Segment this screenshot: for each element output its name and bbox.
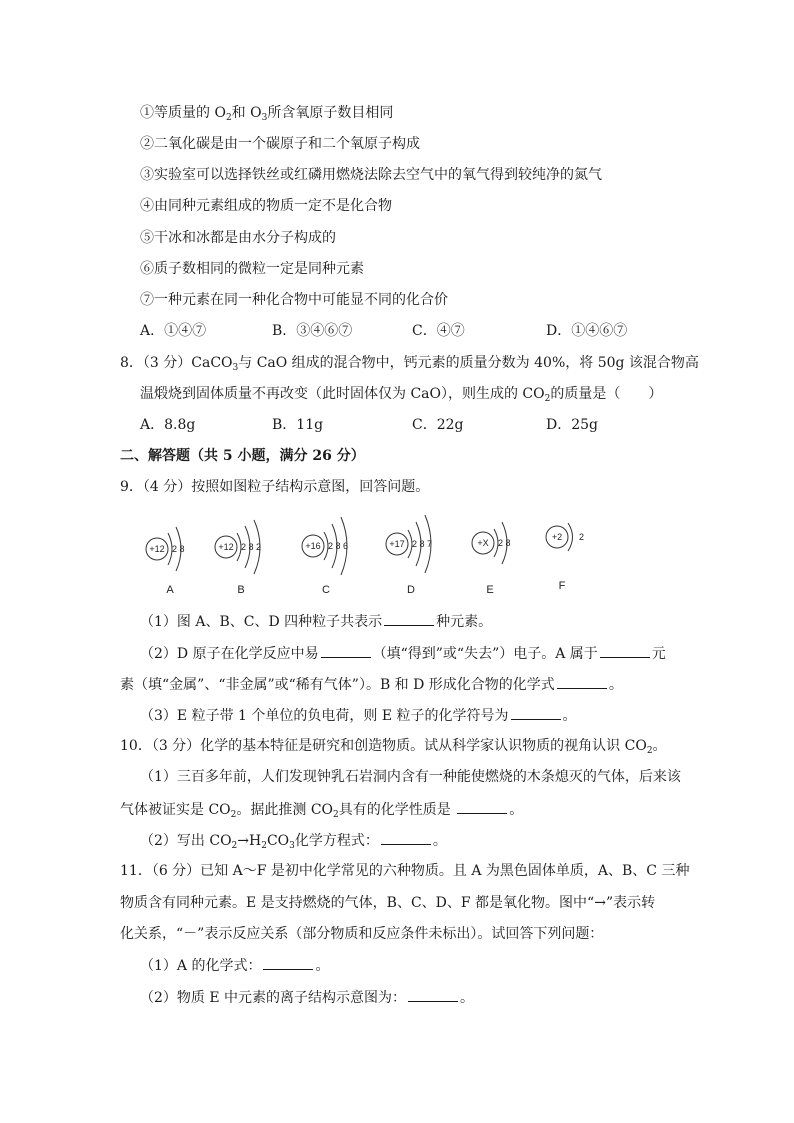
particle-D [386,515,431,573]
particle-A-nucleus-circle [146,538,168,560]
particle-A-shell-1 [168,533,172,565]
particle-E-label: E [486,584,494,596]
q9-part-3: （3）E 粒子带 1 个单位的负电荷，则 E 粒子的化学符号为 。 [140,705,577,726]
q7-statement-3: ③实验室可以选择铁丝或红磷用燃烧法除去空气中的氧气得到较纯净的氮气 [140,167,602,183]
q11-stem-line-2: 物质含有同种元素。E 是支持燃烧的气体，B、C、D、F 都是氧化物。图中“→”表示转 [120,895,656,911]
answer-blank[interactable] [600,643,650,658]
particle-A-nucleus: +12 [149,544,165,554]
q8-stem-line-2: 温煅烧到固体质量不再改变（此时固体仅为 CaO），则生成的 $CO_2$的质量是（ ） [140,386,663,404]
q8-option-c: C．22g [412,417,464,433]
q10-stem: 10．（3 分）化学的基本特征是研究和创造物质。试从科学家认识物质的视角认识 $CO_2$。 [120,738,667,756]
q7-statement-1: ①等质量的 $O_2$和 $O_3$所含氧原子数目相同 [140,105,394,123]
q7-statement-4: ④由同种元素组成的物质一定不是化合物 [140,198,392,214]
particle-C-shell-2 [332,524,337,568]
particle-B-label: B [237,584,245,596]
particle-D-shell-3 [425,515,431,573]
answer-blank[interactable] [384,611,434,626]
answer-blank[interactable] [408,987,458,1002]
particle-C-shell-1 [324,532,328,560]
answer-blank[interactable] [263,955,313,970]
q11-stem-line-1: 11．（6 分）已知 A～F 是初中化学常见的六种物质。且 A 为黑色固体单质，A、B、C 三种 [120,863,690,879]
particle-B [215,520,260,574]
particle-D-shell-1 [408,530,412,558]
particle-D-electrons: 2 8 7 [412,539,433,549]
q10-part-2: （2）写出 $CO_2\to H_2CO_3$化学方程式： 。 [140,830,447,851]
particle-E-nucleus-circle [472,532,494,554]
particle-F [546,523,573,551]
particle-E-electrons: 2 8 [498,538,511,548]
q11-part-1: （1）A 的化学式： 。 [140,955,329,976]
particle-F-label: F [558,580,566,592]
q8-option-a: A．8.8g [140,417,196,433]
q10-part-1-line-2: 气体被证实是 $CO_2$。据此推测 $CO_2$具有的化学性质是 。 [120,799,523,820]
answer-blank[interactable] [457,799,507,814]
particle-C-nucleus-circle [302,535,324,557]
answer-blank[interactable] [511,705,561,720]
particle-B-electrons: 2 8 2 [241,542,262,552]
q7-statement-7: ⑦一种元素在同一种化合物中可能显不同的化合价 [140,292,448,308]
section-heading: 二、解答题（共 5 小题，满分 26 分） [120,448,365,464]
q9-part-2-line-1: （2）D 原子在化学反应中易 （填“得到”或“失去”）电子。A 属于 元 [140,643,666,664]
particle-B-nucleus-circle [215,536,237,558]
particle-C-shell-3 [341,517,347,575]
answer-blank[interactable] [557,674,607,689]
particle-C [302,517,347,575]
q8-option-b: B．11g [272,417,324,433]
particle-E-shell-2 [502,522,507,564]
q9-part-1: （1）图 A、B、C、D 四种粒子共表示 种元素。 [140,611,492,632]
q7-statement-2: ②二氧化碳是由一个碳原子和二个氧原子构成 [140,136,420,152]
particle-A-shell-2 [176,527,181,571]
q8-option-d: D．25g [546,417,599,433]
particle-F-electrons: 2 [579,532,585,542]
particle-C-electrons: 2 8 6 [328,541,349,551]
q7-statement-6: ⑥质子数相同的微粒一定是同种元素 [140,261,364,277]
particle-B-nucleus: +12 [218,542,234,552]
particle-A-label: A [166,584,174,596]
particle-C-label: C [322,584,330,596]
particle-F-nucleus: +2 [551,532,563,542]
particle-F-nucleus-circle [546,526,568,548]
q7-statement-5: ⑤干冰和冰都是由水分子构成的 [140,230,336,246]
particle-E-shell-1 [494,529,498,557]
particle-F-shell-1 [568,523,573,551]
q9-stem: 9．（4 分）按照如图粒子结构示意图，回答问题。 [120,479,430,495]
particle-D-nucleus-circle [386,533,408,555]
particle-A [146,527,181,571]
particle-D-nucleus: +17 [389,539,405,549]
q11-stem-line-3: 化关系，“－”表示反应关系（部分物质和反应条件未标出）。试回答下列问题： [120,926,604,942]
q7-option-b: B．③④⑥⑦ [272,323,353,339]
particle-D-shell-2 [416,522,421,566]
particle-B-shell-1 [237,533,241,561]
q9-part-2-line-2: 素（填“金属”、“非金属”或“稀有气体”）。B 和 D 形成化合物的化学式 。 [120,674,623,695]
answer-blank[interactable] [381,830,431,845]
q10-part-1-line-1: （1）三百多年前，人们发现钟乳石岩洞内含有一种能使燃烧的木条熄灭的气体，后来该 [140,769,681,785]
particle-C-nucleus: +16 [305,541,321,551]
q7-option-d: D．①④⑥⑦ [546,323,628,339]
q7-option-a: A．①④⑦ [140,323,207,339]
particle-D-label: D [407,584,415,596]
q8-stem-line-1: 8．（3 分）CaCO$_3$与 CaO 组成的混合物中，钙元素的质量分数为 40%，将 50g 该混合物高 [120,355,699,373]
q11-part-2: （2）物质 E 中元素的离子结构示意图为： 。 [140,987,474,1008]
particle-E [472,522,507,564]
particle-A-electrons: 2 8 [172,544,185,554]
particle-B-shell-2 [245,526,250,568]
particle-E-nucleus: +X [477,538,489,548]
q7-option-c: C．④⑦ [412,323,465,339]
particle-B-shell-3 [254,520,260,574]
answer-blank[interactable] [321,643,371,658]
